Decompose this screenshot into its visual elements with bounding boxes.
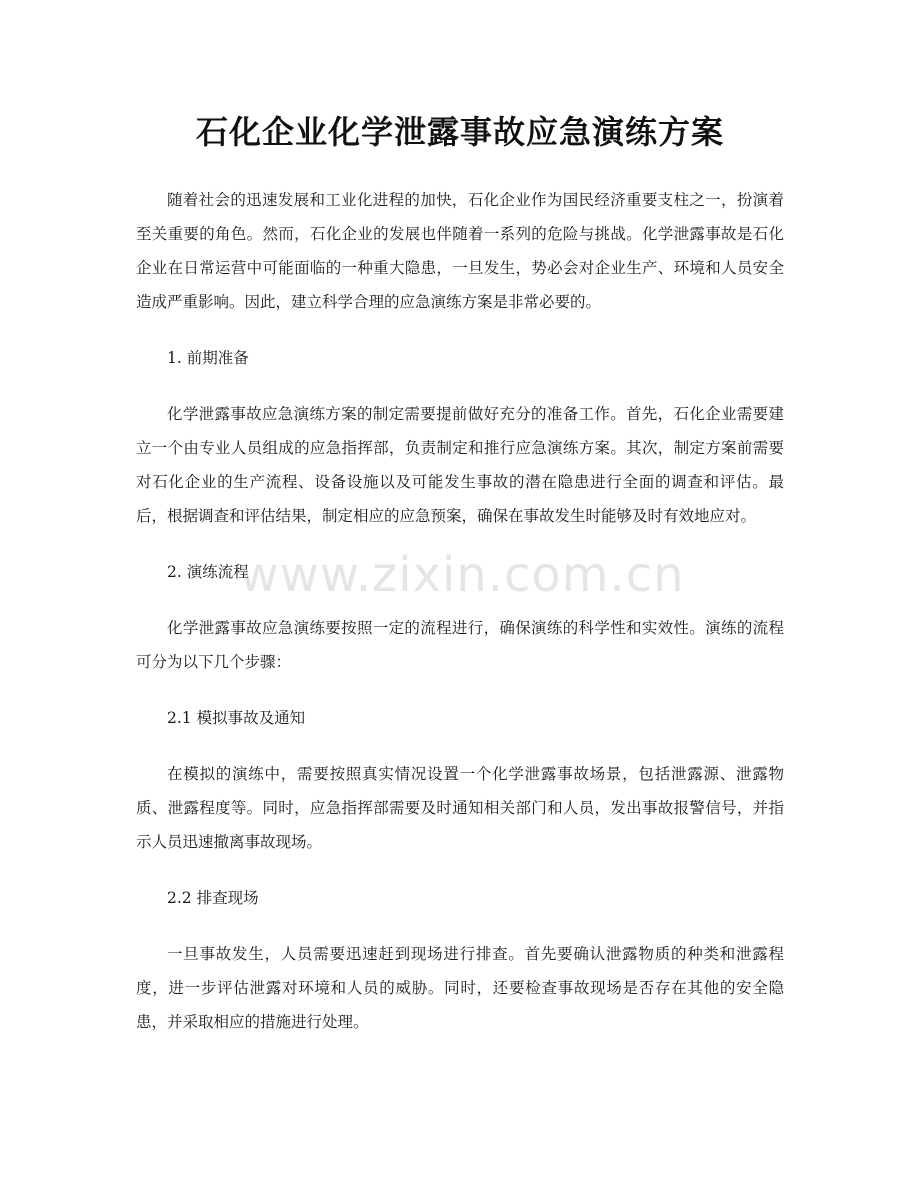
site-inspection-paragraph: 一旦事故发生，人员需要迅速赶到现场进行排查。首先要确认泄露物质的种类和泄露程度，进一步评估泄露对环境和人员的威胁。同时，还要检查事故现场是否存在其他的安全隐患，并采取相应的措施进行处理。 xyxy=(136,945,784,1031)
watermark: www.zixin.com.cn xyxy=(239,547,685,603)
section-heading-preparation: 1. 前期准备 xyxy=(167,349,249,367)
document-body xyxy=(136,183,784,1061)
subsection-heading-simulation: 2.1 模拟事故及通知 xyxy=(167,709,306,727)
subsection-heading-site-inspection: 2.2 排查现场 xyxy=(167,889,259,907)
drill-process-paragraph: 化学泄露事故应急演练要按照一定的流程进行，确保演练的科学性和实效性。演练的流程可分为以下几个步骤： xyxy=(136,619,784,671)
section-heading-drill-process: 2. 演练流程 xyxy=(167,563,249,581)
preparation-paragraph: 化学泄露事故应急演练方案的制定需要提前做好充分的准备工作。首先，石化企业需要建立一个由专业人员组成的应急指挥部，负责制定和推行应急演练方案。其次，制定方案前需要对石化企业的生产流程、设备设施以及可能发生事故的潜在隐患进行全面的调查和评估。最后，根据调查和评估结果，制定相应的应急预案，确保在事故发生时能够及时有效地应对。 xyxy=(136,405,784,525)
document-title: 石化企业化学泄露事故应急演练方案 xyxy=(195,113,724,151)
intro-paragraph: 随着社会的迅速发展和工业化进程的加快，石化企业作为国民经济重要支柱之一，扮演着至关重要的角色。然而，石化企业的发展也伴随着一系列的危险与挑战。化学泄露事故是石化企业在日常运营中可能面临的一种重大隐患，一旦发生，势必会对企业生产、环境和人员安全造成严重影响。因此，建立科学合理的应急演练方案是非常必要的。 xyxy=(136,191,784,311)
simulation-paragraph: 在模拟的演练中，需要按照真实情况设置一个化学泄露事故场景，包括泄露源、泄露物质、泄露程度等。同时，应急指挥部需要及时通知相关部门和人员，发出事故报警信号，并指示人员迅速撤离事故现场。 xyxy=(136,765,784,851)
